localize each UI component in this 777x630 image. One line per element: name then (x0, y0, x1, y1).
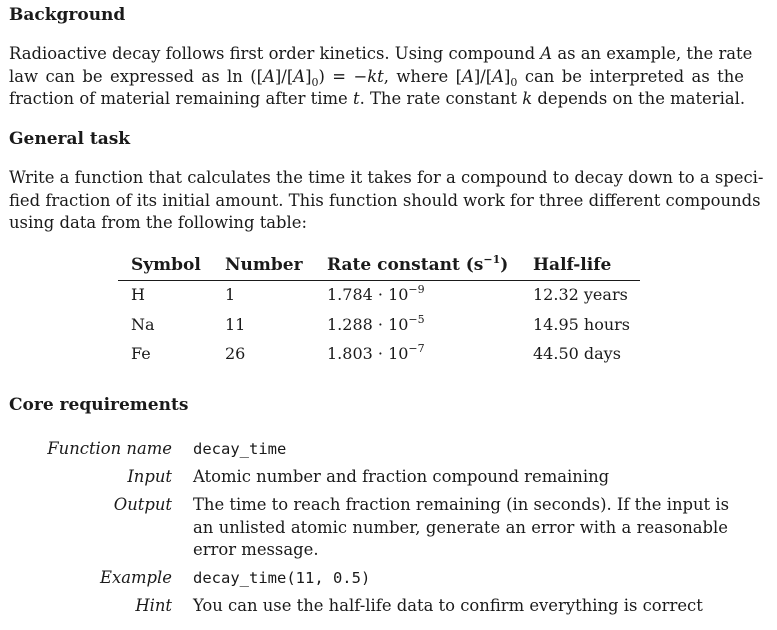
paragraph-general-task (9, 167, 764, 235)
cell-half-life: 44.50 days (533, 344, 621, 363)
cell-rate-constant: $1.803 \cdot 10^{-7}$ (327, 342, 425, 363)
label-function-name: Function name (47, 439, 172, 458)
value-output (193, 494, 728, 562)
cell-half-life: 12.32 years (533, 285, 628, 304)
header-rate-constant: Rate constant $(s^{-1})$ (327, 253, 509, 275)
value-input: Atomic number and fraction compound remaining (193, 467, 610, 486)
output-line-1: The time to reach fraction remaining (in seconds). If the input is (193, 495, 730, 514)
cell-symbol: Fe (131, 344, 151, 363)
cell-rate-constant: $1.288 \cdot 10^{-5}$ (327, 312, 425, 334)
cell-number: 1 (225, 285, 236, 304)
header-symbol: Symbol (131, 255, 201, 275)
cell-number: 26 (225, 344, 246, 363)
value-hint: You can use the half-life data to confirm everything is correct (193, 596, 703, 615)
heading-general-task: General task (9, 129, 131, 149)
value-example: decay_time(11, 0.5) (193, 569, 371, 587)
general-task-line-3: using data from the following table: (9, 213, 308, 232)
table-row (118, 281, 640, 311)
label-output: Output (113, 495, 172, 514)
table-header (118, 250, 640, 281)
general-task-line-1: Write a function that calculates the time it takes for a compound to decay down to a speci- (9, 168, 764, 187)
cell-half-life: 14.95 hours (533, 314, 630, 334)
background-line-1: Radioactive decay follows first order kinetics. Using compound A as an example, the rate (9, 44, 753, 63)
header-number: Number (225, 255, 303, 275)
background-line-2: law can be expressed as $\ln ([A]/[A]_0) = -kt$, where $[A]/[A]_0$ can be interpreted as the (9, 66, 744, 89)
paragraph-background (9, 43, 753, 111)
header-half-life: Half-life (533, 255, 612, 275)
cell-symbol: Na (131, 314, 155, 334)
output-line-2: an unlisted atomic number, generate an error with a reasonable (193, 517, 728, 537)
cell-rate-constant: $1.784 \cdot 10^{-9}$ (327, 283, 425, 304)
general-task-line-2: fied fraction of its initial amount. This function should work for three different compounds (9, 190, 761, 210)
value-function-name: decay_time (193, 440, 287, 458)
cell-symbol: H (131, 285, 145, 304)
table-row (118, 311, 640, 341)
heading-background: Background (9, 5, 126, 25)
label-example: Example (100, 568, 172, 587)
cell-number: 11 (225, 314, 246, 334)
background-line-3: fraction of material remaining after time t. The rate constant k depends on the material. (9, 89, 746, 108)
label-hint: Hint (135, 596, 172, 615)
output-line-3: error message. (193, 540, 319, 559)
label-input: Input (127, 467, 172, 486)
heading-core-requirements: Core requirements (9, 395, 189, 415)
compound-table (118, 250, 640, 370)
table-row (118, 340, 640, 370)
